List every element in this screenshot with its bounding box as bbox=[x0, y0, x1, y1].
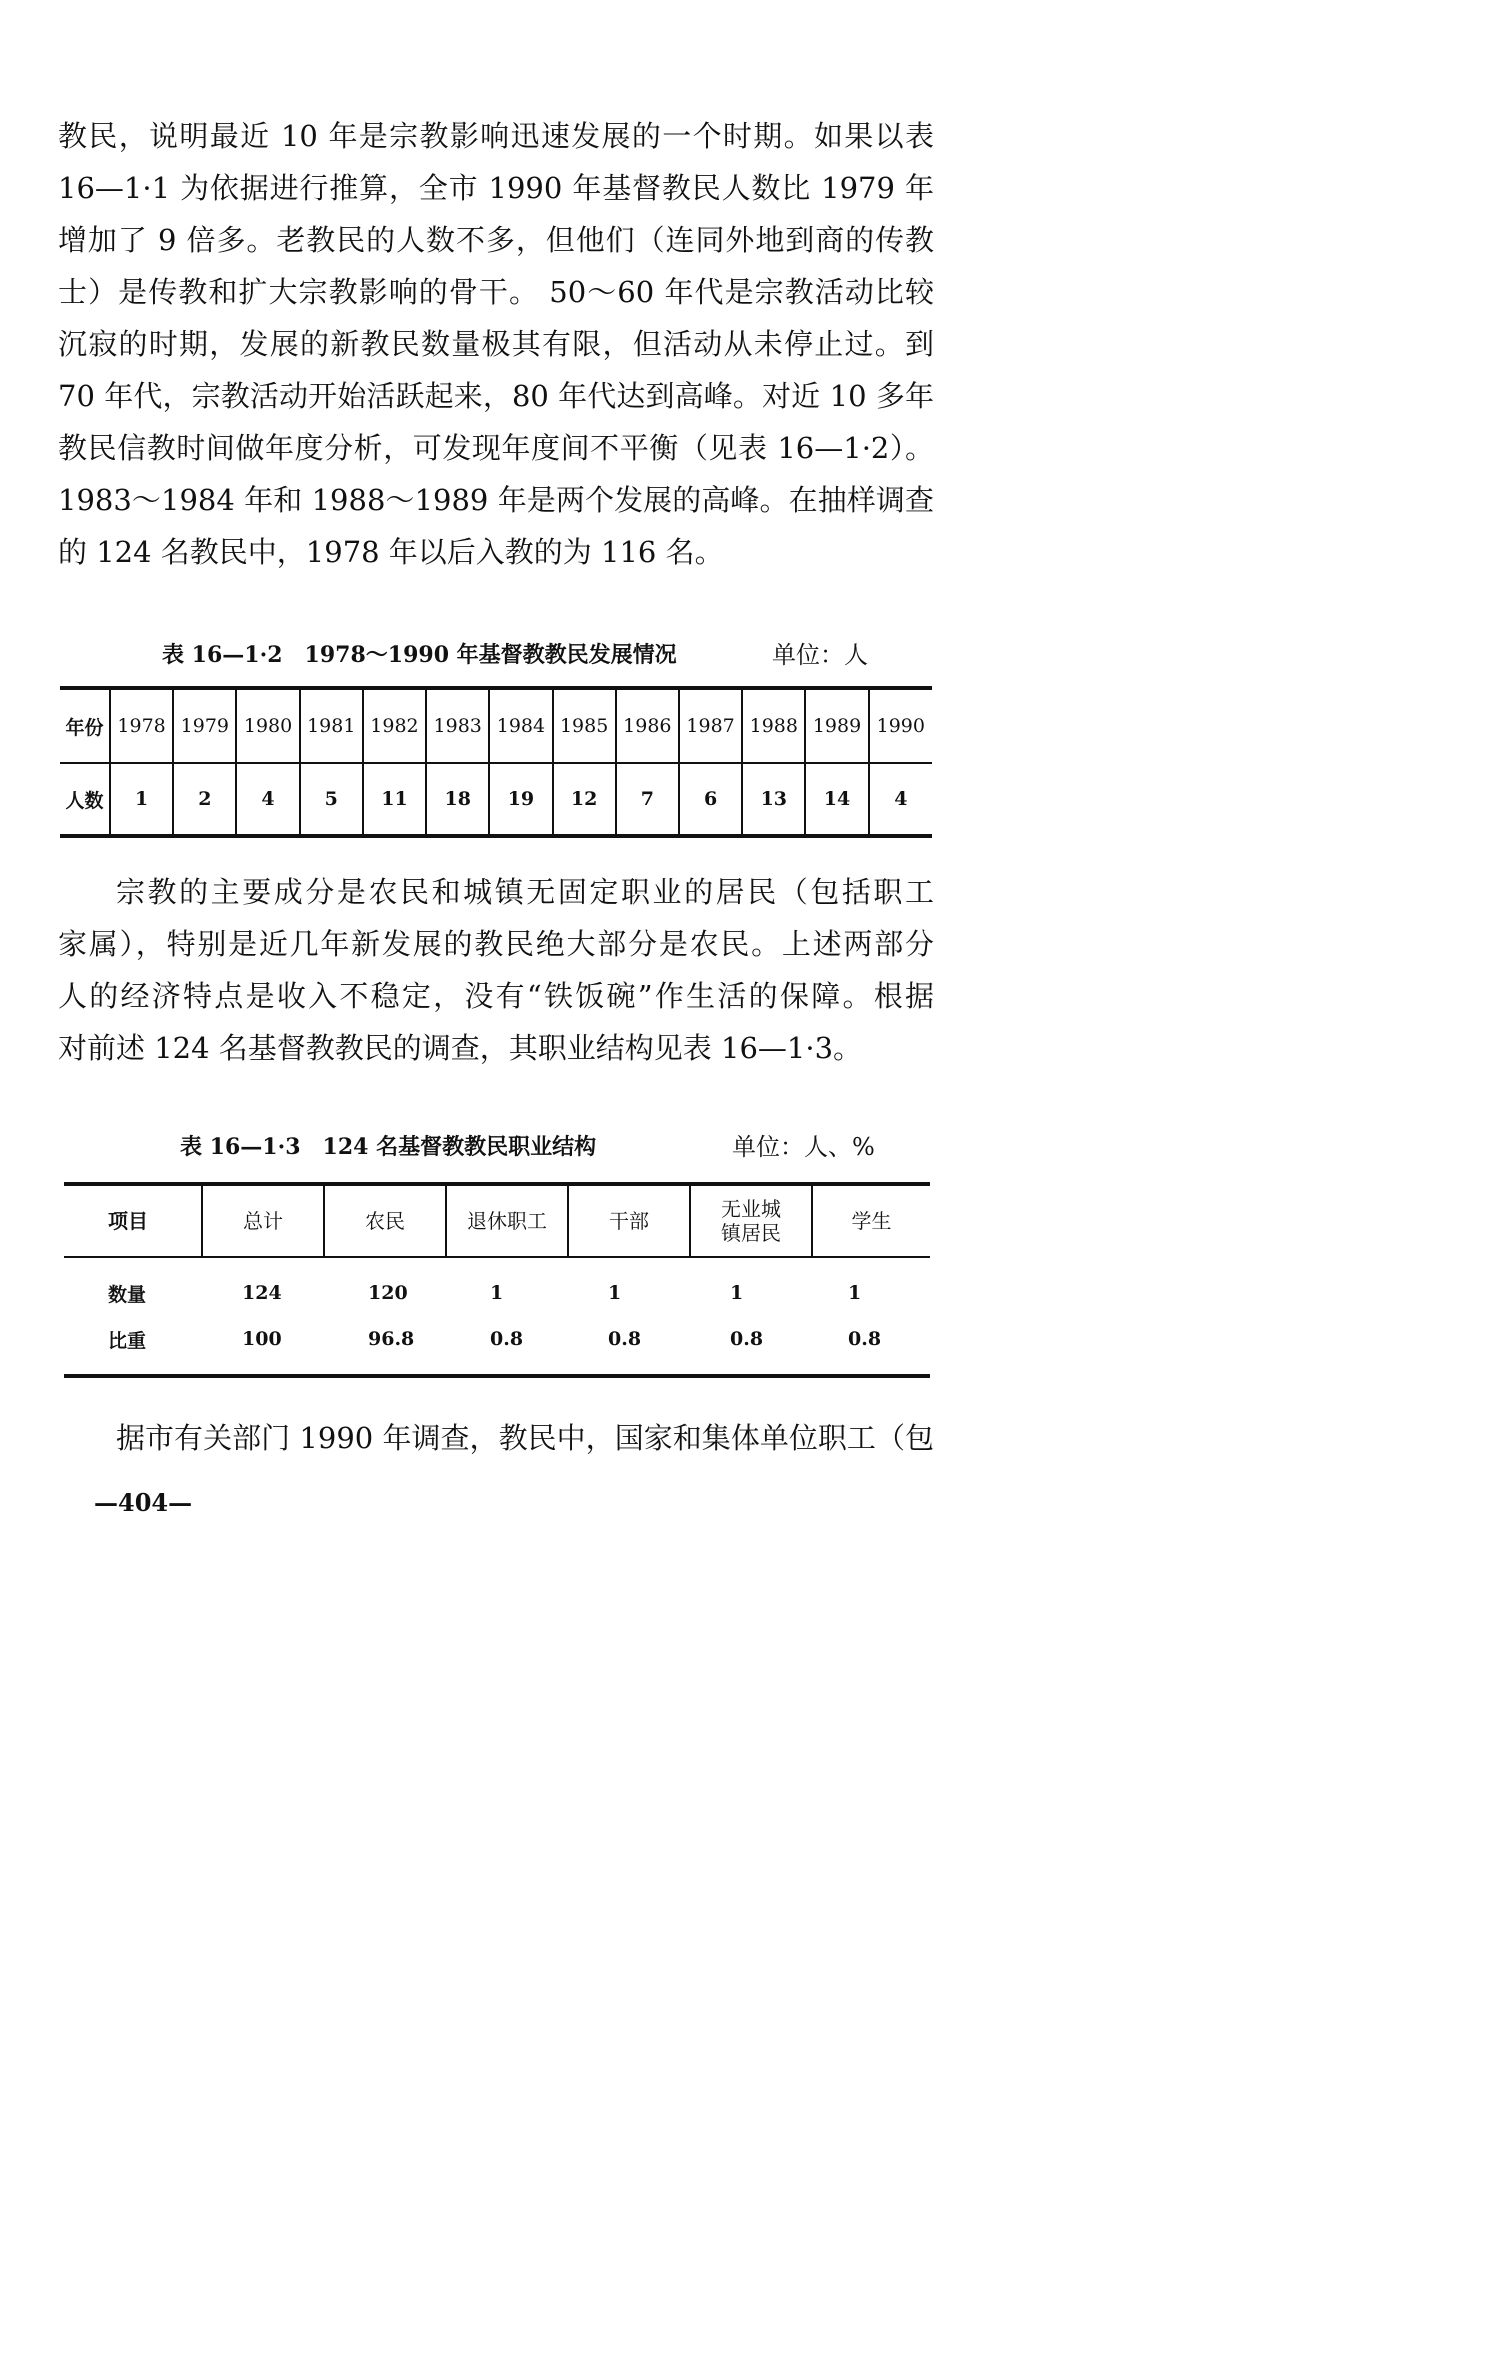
value-cell: 96.8 bbox=[368, 1328, 415, 1350]
table-row bbox=[64, 1316, 930, 1362]
count-cell: 18 bbox=[426, 763, 489, 836]
column-header: 无业城镇居民 bbox=[690, 1184, 812, 1257]
text-line: 增加了 9 倍多。老教民的人数不多，但他们（连同外地到商的传教 bbox=[58, 223, 934, 257]
year-cell: 1987 bbox=[679, 688, 742, 763]
table-row bbox=[64, 1270, 930, 1316]
table-2-unit: 单位：人、% bbox=[732, 1133, 875, 1161]
count-cell: 13 bbox=[742, 763, 805, 836]
page-number: —404— bbox=[94, 1488, 193, 1517]
count-cell: 14 bbox=[805, 763, 868, 836]
text-line: 教民信教时间做年度分析，可发现年度间不平衡（见表 16—1·2）。 bbox=[58, 431, 934, 465]
column-header: 农民 bbox=[324, 1184, 446, 1257]
document-page bbox=[0, 0, 1000, 1582]
row-label: 数量 bbox=[108, 1283, 147, 1306]
year-cell: 1989 bbox=[805, 688, 868, 763]
year-cell: 1984 bbox=[489, 688, 552, 763]
value-cell: 0.8 bbox=[490, 1328, 524, 1350]
year-cell: 1979 bbox=[173, 688, 236, 763]
value-cell: 1 bbox=[490, 1282, 504, 1304]
table-header-row bbox=[64, 1184, 930, 1257]
value-cell: 1 bbox=[608, 1282, 622, 1304]
value-cell: 120 bbox=[368, 1282, 408, 1304]
column-header: 项目 bbox=[64, 1184, 202, 1257]
text-line: 据市有关部门 1990 年调查，教民中，国家和集体单位职工（包 bbox=[116, 1421, 934, 1455]
row-label: 比重 bbox=[108, 1329, 147, 1352]
value-cell: 1 bbox=[730, 1282, 744, 1304]
year-cell: 1985 bbox=[553, 688, 616, 763]
count-cell: 4 bbox=[869, 763, 932, 836]
text-line: 家属），特别是近几年新发展的教民绝大部分是农民。上述两部分 bbox=[58, 927, 934, 961]
year-cell: 1988 bbox=[742, 688, 805, 763]
column-header: 总计 bbox=[202, 1184, 324, 1257]
count-cell: 5 bbox=[300, 763, 363, 836]
text-line: 1983～1984 年和 1988～1989 年是两个发展的高峰。在抽样调查 bbox=[58, 483, 934, 517]
year-cell: 1982 bbox=[363, 688, 426, 763]
paragraph-2 bbox=[58, 866, 934, 1074]
text-line: 70 年代，宗教活动开始活跃起来，80 年代达到高峰。对近 10 多年 bbox=[58, 379, 934, 413]
row-header: 人数 bbox=[65, 789, 104, 812]
text-line: 宗教的主要成分是农民和城镇无固定职业的居民（包括职工 bbox=[116, 875, 934, 909]
value-cell: 0.8 bbox=[848, 1328, 882, 1350]
text-line: 的 124 名教民中，1978 年以后入教的为 116 名。 bbox=[58, 535, 724, 569]
column-header: 学生 bbox=[812, 1184, 930, 1257]
year-cell: 1981 bbox=[300, 688, 363, 763]
count-cell: 19 bbox=[489, 763, 552, 836]
column-header: 干部 bbox=[568, 1184, 690, 1257]
count-cell: 2 bbox=[173, 763, 236, 836]
table-1-unit: 单位：人 bbox=[772, 641, 868, 669]
value-cell: 1 bbox=[848, 1282, 862, 1304]
text-line: 沉寂的时期，发展的新教民数量极其有限，但活动从未停止过。到 bbox=[58, 327, 934, 361]
value-cell: 0.8 bbox=[608, 1328, 642, 1350]
table-2 bbox=[64, 1182, 930, 1378]
text-line: 士）是传教和扩大宗教影响的骨干。 50～60 年代是宗教活动比较 bbox=[58, 275, 934, 309]
paragraph-3 bbox=[58, 1412, 934, 1464]
table-row-counts bbox=[60, 763, 932, 836]
count-cell: 11 bbox=[363, 763, 426, 836]
count-cell: 12 bbox=[553, 763, 616, 836]
table-1-caption: 表 16—1·2 1978～1990 年基督教教民发展情况 bbox=[162, 642, 677, 668]
year-cell: 1980 bbox=[236, 688, 299, 763]
year-cell: 1983 bbox=[426, 688, 489, 763]
value-cell: 124 bbox=[242, 1282, 282, 1304]
year-cell: 1986 bbox=[616, 688, 679, 763]
value-cell: 100 bbox=[242, 1328, 282, 1350]
text-line: 16—1·1 为依据进行推算，全市 1990 年基督教民人数比 1979 年 bbox=[58, 171, 934, 205]
column-header: 退休职工 bbox=[446, 1184, 568, 1257]
text-line: 教民，说明最近 10 年是宗教影响迅速发展的一个时期。如果以表 bbox=[58, 119, 934, 153]
value-cell: 0.8 bbox=[730, 1328, 764, 1350]
table-2-caption: 表 16—1·3 124 名基督教教民职业结构 bbox=[180, 1134, 597, 1160]
year-cell: 1990 bbox=[869, 688, 932, 763]
text-line: 对前述 124 名基督教教民的调查，其职业结构见表 16—1·3。 bbox=[58, 1031, 863, 1065]
count-cell: 1 bbox=[110, 763, 173, 836]
count-cell: 7 bbox=[616, 763, 679, 836]
year-cell: 1978 bbox=[110, 688, 173, 763]
count-cell: 4 bbox=[236, 763, 299, 836]
table-1 bbox=[60, 686, 932, 838]
paragraph-1 bbox=[58, 110, 934, 578]
table-row-years bbox=[60, 688, 932, 763]
text-line: 人的经济特点是收入不稳定，没有“铁饭碗”作生活的保障。根据 bbox=[58, 979, 934, 1013]
count-cell: 6 bbox=[679, 763, 742, 836]
row-header: 年份 bbox=[60, 688, 110, 763]
